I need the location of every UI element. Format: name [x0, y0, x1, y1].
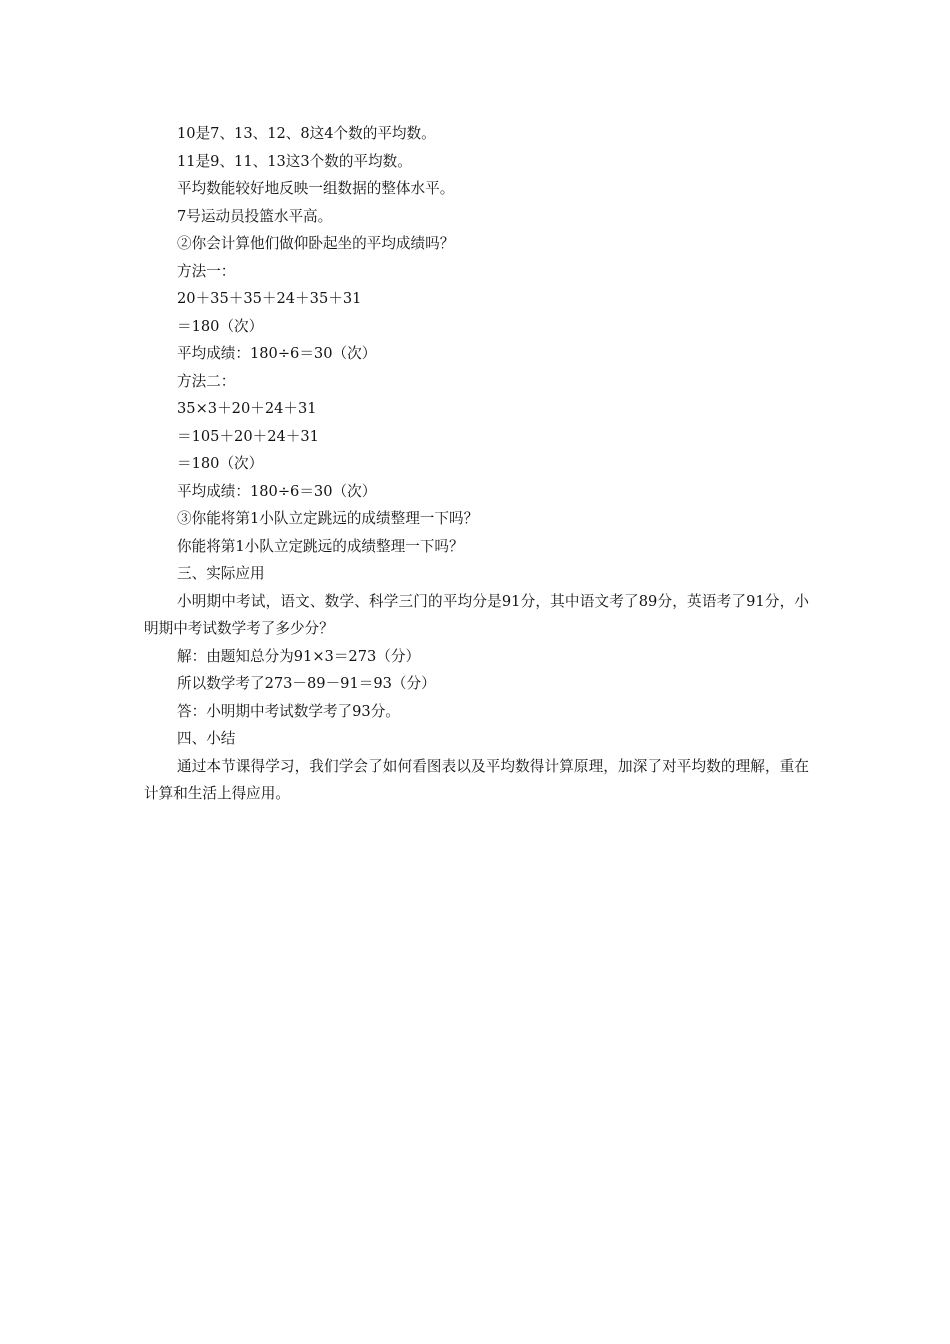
text-line: 7号运动员投篮水平高。 — [177, 207, 333, 225]
method-label: 方法一： — [177, 262, 236, 280]
application-problem: 小明期中考试，语文、数学、科学三门的平均分是91分，其中语文考了89分，英语考了91分，小明期中考试数学考了多少分？ — [144, 592, 809, 637]
question-heading: ③你能将第1小队立定跳远的成绩整理一下吗？ — [177, 510, 479, 527]
answer-line: 答：小明期中考试数学考了93分。 — [177, 702, 400, 720]
text-line: 你能将第1小队立定跳远的成绩整理一下吗？ — [177, 537, 464, 555]
equation-line: ＝180（次） — [177, 317, 264, 335]
equation-line: 20＋35＋35＋24＋35＋31 — [177, 290, 362, 307]
equation-line: 平均成绩：180÷6＝30（次） — [177, 482, 377, 500]
solution-line: 所以数学考了273－89－91＝93（分） — [177, 675, 436, 692]
section-heading: 四、小结 — [177, 730, 236, 747]
equation-line: 35×3＋20＋24＋31 — [177, 400, 317, 417]
text-line: 11是9、11、13这3个数的平均数。 — [177, 152, 412, 170]
text-line: 平均数能较好地反映一组数据的整体水平。 — [177, 180, 455, 197]
document-body — [144, 120, 809, 808]
summary-paragraph: 通过本节课得学习，我们学会了如何看图表以及平均数得计算原理，加深了对平均数的理解，重在计算和生活上得应用。 — [144, 757, 809, 802]
equation-line: ＝180（次） — [177, 455, 264, 472]
section-heading: 三、实际应用 — [177, 565, 265, 582]
equation-line: ＝105＋20＋24＋31 — [177, 427, 319, 445]
text-line: 10是7、13、12、8这4个数的平均数。 — [177, 125, 436, 142]
solution-line: 解：由题知总分为91×3＝273（分） — [177, 647, 421, 665]
equation-line: 平均成绩：180÷6＝30（次） — [177, 345, 377, 362]
method-label: 方法二： — [177, 372, 236, 390]
question-heading: ②你会计算他们做仰卧起坐的平均成绩吗？ — [177, 235, 455, 252]
